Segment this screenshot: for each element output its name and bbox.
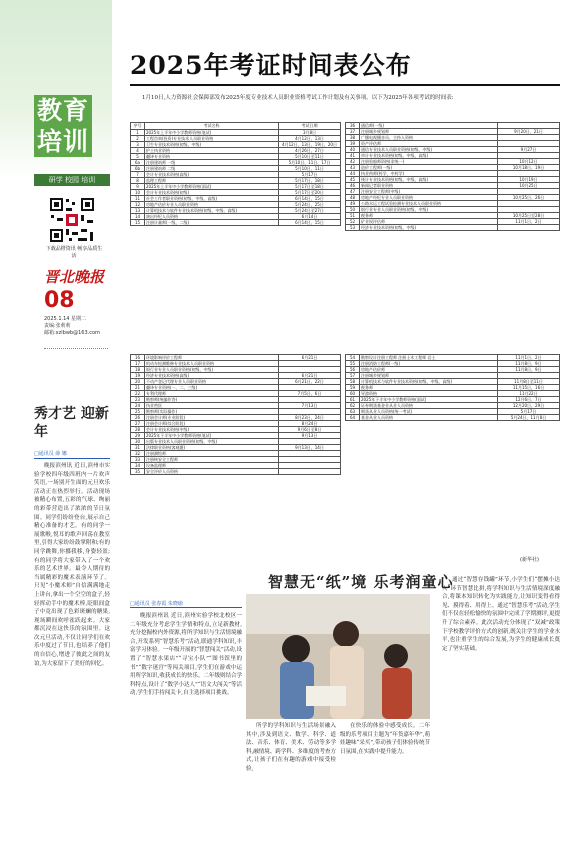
cell-index: 8: [131, 178, 145, 184]
page-title: 2025年考证时间表公布: [130, 51, 412, 80]
cell-index: 46: [346, 183, 360, 189]
cell-index: 16: [131, 355, 145, 361]
cell-exam: 注册会计师(专业阶段): [145, 415, 279, 421]
cell-index: 33: [131, 457, 145, 463]
cell-date: 6月14日、15日: [279, 220, 341, 226]
table-row: [131, 469, 341, 475]
cell-index: 3: [131, 142, 145, 148]
cell-exam: 注册消防工程师(一级): [360, 361, 498, 367]
exam-table-left-2: [130, 354, 341, 475]
cell-date: 10月25日至28日: [498, 213, 560, 219]
cell-date: 11月15日、16日: [498, 385, 560, 391]
cell-exam: 专利代理师: [145, 391, 279, 397]
cell-exam: 会计专业技术资格(中级): [145, 427, 279, 433]
cell-index: 14: [131, 214, 145, 220]
qr-code-icon[interactable]: [48, 196, 96, 244]
cell-exam: 资产评估师: [360, 141, 498, 147]
cell-exam: 注册城乡规划师: [360, 373, 498, 379]
cell-exam: 注册城乡规划师: [360, 129, 498, 135]
cell-index: 2: [131, 136, 145, 142]
exam-table-left: [130, 122, 341, 226]
cell-index: 18: [131, 367, 145, 373]
cell-index: 49: [346, 201, 360, 207]
cell-exam: 社会工作者职业资格(初级、中级、高级): [145, 196, 279, 202]
cell-date: 4月26日、27日: [279, 148, 341, 154]
cell-date: 5月17日: [498, 409, 560, 415]
issue-email: 邮箱:xzlbwb@163.com: [44, 330, 100, 336]
cell-exam: 计算机技术与软件专业技术资格(初级、中级、高级): [145, 208, 279, 214]
issue-date: 2025.1.14 星期二: [44, 316, 87, 322]
table-source: (新华社): [520, 557, 539, 563]
cell-index: 51: [346, 213, 360, 219]
issue-editor: 责编:张莉莉: [44, 323, 71, 329]
cell-exam: 矿业权评估师: [360, 219, 498, 225]
cell-exam: 机动车检测维修专业技术人员职业资格: [145, 361, 279, 367]
cell-index: 62: [346, 403, 360, 409]
cell-exam: 银行业专业人员职业资格(初级、中级): [145, 367, 279, 373]
cell-exam: 会计专业技术资格(高级): [145, 172, 279, 178]
table-row: [131, 220, 341, 226]
cell-date: 7月13日: [279, 403, 341, 409]
cell-date: 9月13日、14日: [279, 445, 341, 451]
cell-exam: 2025年上半年中小学教师资格(面试): [145, 184, 279, 190]
cell-exam: 统计专业技术资格(初级、中级、高级): [360, 177, 498, 183]
cell-exam: 演出经纪人员资格: [145, 214, 279, 220]
cell-date: 6月14日: [279, 214, 341, 220]
table-row: [346, 415, 560, 421]
col-header-date: 考试日期: [279, 123, 341, 130]
cell-exam: 工程咨询(投资)专业技术人员职业资格: [145, 136, 279, 142]
cell-index: 36: [346, 123, 360, 129]
cell-index: 42: [346, 159, 360, 165]
cell-index: 61: [346, 397, 360, 403]
article-column-3: 在快乐的体验中感受成长。二年级的乐考项目主题为“年货嘉年华”,萌娃趣味“采买”,带动孩子们体验传统节日氛围,在实践中提升能力。: [340, 723, 430, 755]
cell-date: 5月17日: [279, 172, 341, 178]
cell-index: 6b: [131, 166, 145, 172]
cell-exam: 翻译专业资格(一、二、三级): [145, 385, 279, 391]
cell-date: 12月20日、29日: [498, 403, 560, 409]
title-divider: [130, 84, 560, 86]
cell-exam: 经济专业技术资格(高级): [145, 373, 279, 379]
cell-index: 63: [346, 409, 360, 415]
cell-date: 5月17日、18日: [279, 178, 341, 184]
cell-exam: 注册计量师(一级、二级): [145, 220, 279, 226]
cell-index: 9: [131, 184, 145, 190]
section-logo: [34, 95, 110, 167]
cell-index: 35: [131, 469, 145, 475]
cell-date: 10月12日: [498, 159, 560, 165]
article-column-4: 通过“智慧存钱罐”环节,小学生们“摆摊小达人”环节智慧比拼,将学科知识与生活情境深度融合,将课本知识转化为实践能力,让知识变得看得见、摸得着、用得上。通过“智慧乐考”活动,学生们不仅在轻松愉快的氛围中完成了学期测评,更提升了综合素养。此次活动充分体现了“双减”政策下学校教学评价方式的创新,既关注学生的学业水平,也注重学生的综合发展,为学生的健康成长奠定了坚实基础。: [442, 577, 560, 652]
article-author: □通讯员 张春霞 朱晓瑜: [130, 600, 242, 608]
cell-index: 59: [346, 385, 360, 391]
table-row: [346, 225, 560, 231]
cell-exam: 造价工程师(一级): [360, 165, 498, 171]
cell-index: 4: [131, 148, 145, 154]
cell-index: 1: [131, 130, 145, 136]
cell-date: 11月1日、2日: [498, 355, 560, 361]
cell-exam: 执业兽医: [145, 403, 279, 409]
cell-exam: 勘察设计注册工程师 注册土木工程师 岩土: [360, 355, 498, 361]
cell-exam: 监理工程师: [145, 178, 279, 184]
cell-index: 56: [346, 367, 360, 373]
cell-date: 7月5日、6日: [279, 391, 341, 397]
cell-index: 15: [131, 220, 145, 226]
cell-index: 64: [346, 415, 360, 421]
cell-exam: 注册验船师资格(非统一): [360, 159, 498, 165]
cell-index: 23: [131, 397, 145, 403]
cell-index: 34: [131, 463, 145, 469]
cell-date: 5月10日、11日: [279, 166, 341, 172]
cell-exam: 安全评价人员资格: [145, 469, 279, 475]
cell-index: 41: [346, 153, 360, 159]
exam-table-right: [345, 122, 560, 231]
cell-index: 40: [346, 147, 360, 153]
cell-date: 4月12日、13日: [279, 136, 341, 142]
cell-exam: 基金从业人员资格: [360, 415, 498, 421]
cell-index: 24: [131, 403, 145, 409]
divider: [44, 348, 108, 349]
cell-exam: 导游资格: [360, 391, 498, 397]
logo-line-2: 培训: [34, 126, 92, 157]
cell-date: 5月24日、25日: [279, 202, 341, 208]
cell-exam: 广播电视播音员、主持人资格: [360, 135, 498, 141]
cell-date: 10月25日、26日: [498, 195, 560, 201]
logo-line-1: 教育: [34, 95, 92, 126]
cell-exam: 计算机技术与软件专业技术资格(初级、中级、高级): [360, 379, 498, 385]
cell-date: 6月21日、22日: [279, 379, 341, 385]
cell-index: 12: [131, 202, 145, 208]
newspaper-brand: 晋北晚报: [44, 268, 105, 286]
cell-index: 54: [346, 355, 360, 361]
cell-date: 5月17日至20日: [279, 190, 341, 196]
cell-date: 5月17日至18日: [279, 184, 341, 190]
cell-date: 9月20日、21日: [498, 129, 560, 135]
cell-date: 5月24日至27日: [279, 208, 341, 214]
cell-exam: 注册会计师(综合阶段): [145, 421, 279, 427]
cell-exam: 税务师: [360, 385, 498, 391]
cell-exam: 经济专业技术资格(初级、中级): [360, 225, 498, 231]
cell-index: 57: [346, 373, 360, 379]
cell-exam: 注册测绘师: [145, 451, 279, 457]
cell-exam: 会计专业技术资格(初级): [145, 190, 279, 196]
cell-exam: 税务师: [360, 213, 498, 219]
cell-exam: 护士执业资格: [145, 148, 279, 154]
cell-exam: 证券期货基金业从业人员资格: [360, 403, 498, 409]
cell-index: 52: [346, 219, 360, 225]
cell-date: 6月21日: [279, 373, 341, 379]
cell-index: 29: [131, 433, 145, 439]
cell-date: 11月8日、9日: [498, 361, 560, 367]
cell-index: 17: [131, 361, 145, 367]
cell-date: 8月24日: [279, 421, 341, 427]
cell-exam: 房地产估价专业人员职业资格: [145, 202, 279, 208]
cell-date: 6月14日、15日: [279, 196, 341, 202]
cell-index: 13: [131, 208, 145, 214]
cell-exam: 不动产登记代理专业人员职业资格: [145, 379, 279, 385]
cell-date: 11月1日、2日: [498, 219, 560, 225]
cell-exam: 设备监理师: [145, 463, 279, 469]
cell-date: 5月24日、11月8日: [498, 415, 560, 421]
cell-exam: 执业药师(药学、中药学): [360, 171, 498, 177]
article-photo: [246, 594, 430, 719]
cell-date: 9月13日: [279, 433, 341, 439]
cell-exam: 环境影响评价工程师: [145, 355, 279, 361]
cell-index: 58: [346, 379, 360, 385]
cell-index: 5: [131, 154, 145, 160]
cell-date: 12月6日、7日: [498, 397, 560, 403]
article-column-1: 晚报滨州讯 近日,滨州实验学校北校区一二年级充分考虑学生学情和特点,立足新教材,充分挖掘校内外资源,将所学知识与生活情境融合,开发系列“智慧乐考”活动,联通学科知识,丰富学习体验。一年级开展的“智慧闯关”活动,设置了“智慧水果店”“寻宝小队”“图书馆里的书”“数字迷宫”等闯关项目,学生们在游戏中运用所学知识,收获成长的快乐。二年级则结合学科特点,设计了“数学小达人”“语文大闯关”等活动,学生们手持闯关卡,自主选择项目挑战。: [130, 613, 242, 697]
cell-exam: 房地产经纪专业人员职业资格: [360, 195, 498, 201]
cell-index: 47: [346, 189, 360, 195]
cell-date: [279, 469, 341, 475]
side-article-body: 晚报滨州讯 近日,滨州市实验学校四年级四班内一片欢声笑语,一场别开生面的元旦欢乐活动正在热烈举行。活动现场被精心布置,五彩的气球、绚丽的彩带营造出了浓浓的节日氛围。同学们纷纷登台,展示自己精心准备的才艺。有的同学一展歌喉,悦耳的歌声回荡在教室里,引得大家纷纷鼓掌附和;有的同学跳舞,你挪我移,身姿轻盈;有的同学将大家带入了一个欢乐的艺术世界。最令人期待的当属精彩的魔术表演环节了。只见“小魔术师”自信满满地走上讲台,拿出一个空空的盒子,轻轻挥动手中的魔术棒,眨眼间盒子中竟出现了色彩斑斓的糖果,现场瞬间欢呼雀跃起来。大家都沉浸在这快乐的氛围里。这次元旦活动,不仅让同学们在欢乐中度过了节日,也培养了他们的自信心,增进了彼此之间的友谊,为大家留下了美好的回忆。: [34, 463, 110, 667]
cell-exam: 出版专业技术人员职业资格(初级、中级): [145, 439, 279, 445]
cell-index: 39: [346, 141, 360, 147]
qr-caption: 下载品橙资讯 畅享品质生活: [45, 246, 103, 259]
cell-date: 4月12日、13日、19日、20日: [279, 142, 341, 148]
cell-exam: 注册建筑师 二级: [145, 166, 279, 172]
cell-exam: 卫生专业技术资格(初级、中级): [145, 142, 279, 148]
article-title: 智慧无“纸”境 乐考润童心: [268, 573, 454, 591]
cell-date: 8月23日、24日: [279, 415, 341, 421]
exam-table-right-2: [345, 354, 560, 421]
cell-index: 11: [131, 196, 145, 202]
cell-date: 5月10日至11日: [279, 154, 341, 160]
cell-index: 32: [131, 451, 145, 457]
cell-exam: 通信专业技术人员职业资格(初级、中级): [360, 147, 498, 153]
cell-index: 6a: [131, 160, 145, 166]
page-number: 08: [44, 288, 75, 313]
cell-date: 9月27日: [498, 147, 560, 153]
cell-exam: 2025年上半年中小学教师资格(笔试): [145, 130, 279, 136]
intro-paragraph: 1月10日,人力资源社会保障部发布2025年度专业技术人员职业资格考试工作计划及有关事项。以下为2025年各项考试的时间表:: [142, 95, 454, 101]
cell-date: 10月25日: [498, 183, 560, 189]
section-subtitle: 研学 校园 培训: [34, 174, 110, 186]
cell-exam: 通信师(一级): [360, 123, 498, 129]
cell-date: 9月6日至8日: [279, 427, 341, 433]
cell-index: 53: [346, 225, 360, 231]
cell-exam: 注册核安全工程师: [145, 457, 279, 463]
cell-date: 3月8日: [279, 130, 341, 136]
issue-info: [44, 316, 110, 337]
cell-index: 20: [131, 379, 145, 385]
cell-index: 45: [346, 177, 360, 183]
cell-exam: 房地产估价师: [360, 367, 498, 373]
cell-index: 31: [131, 445, 145, 451]
side-article-author: □通讯员 薛 娜: [34, 450, 110, 459]
cell-date: 11月22日: [498, 391, 560, 397]
cell-index: 22: [131, 391, 145, 397]
cell-exam: 法律职业资格(客观题): [145, 445, 279, 451]
cell-index: 19: [131, 373, 145, 379]
cell-index: 21: [131, 385, 145, 391]
cell-date: 10月18日、19日: [498, 165, 560, 171]
cell-exam: 翻译专业资格: [145, 154, 279, 160]
cell-index: 48: [346, 195, 360, 201]
cell-index: 50: [346, 207, 360, 213]
cell-exam: 公路水运工程试验检测专业技术人员职业资格: [360, 201, 498, 207]
cell-exam: 新闻记者职业资格: [360, 183, 498, 189]
cell-exam: 期货从业人员资格(统一考试): [360, 409, 498, 415]
cell-index: 25: [131, 409, 145, 415]
cell-exam: 审计专业技术资格(初级、中级、高级): [360, 153, 498, 159]
table-row: [131, 208, 341, 214]
cell-exam: 勘察师(实际操作): [145, 409, 279, 415]
cell-index: 7: [131, 172, 145, 178]
cell-exam: 注册建筑师 一级: [145, 160, 279, 166]
cell-date: 11月8日、9日: [498, 367, 560, 373]
col-header-name: 考试名称: [145, 123, 279, 130]
side-article-title: 秀才艺 迎新年: [34, 406, 109, 440]
cell-index: 44: [346, 171, 360, 177]
cell-index: 55: [346, 361, 360, 367]
cell-index: 10: [131, 190, 145, 196]
cell-index: 30: [131, 439, 145, 445]
article-column-2: 所学的学科知识与生活场景融入其中,涉及到语文、数学、科学、道法、音乐、体育、美术、劳动等多学科,融情境、跨学科、多维度的考查方式,让孩子们在有趣的游戏中接受检验,: [246, 723, 336, 772]
cell-date: 5月10日、11日、17日: [279, 160, 341, 166]
cell-exam: 2025年下半年中小学教师资格(笔试): [145, 433, 279, 439]
cell-index: 38: [346, 135, 360, 141]
cell-index: 28: [131, 427, 145, 433]
cell-exam: 注册安全工程师(中级): [360, 189, 498, 195]
cell-date: 10月19日: [498, 177, 560, 183]
cell-exam: 银行业专业人员职业资格(初级、中级): [360, 207, 498, 213]
cell-date: 11月8日至11日: [498, 379, 560, 385]
cell-index: 37: [346, 129, 360, 135]
cell-date: [498, 225, 560, 231]
cell-date: 6月21日: [279, 355, 341, 361]
cell-exam: 2025年下半年中小学教师资格(面试): [360, 397, 498, 403]
col-header-index: 序号: [131, 123, 145, 130]
cell-index: 27: [131, 421, 145, 427]
cell-index: 60: [346, 391, 360, 397]
cell-exam: 勘察师(统编作答): [145, 397, 279, 403]
cell-index: 43: [346, 165, 360, 171]
cell-index: 26: [131, 415, 145, 421]
